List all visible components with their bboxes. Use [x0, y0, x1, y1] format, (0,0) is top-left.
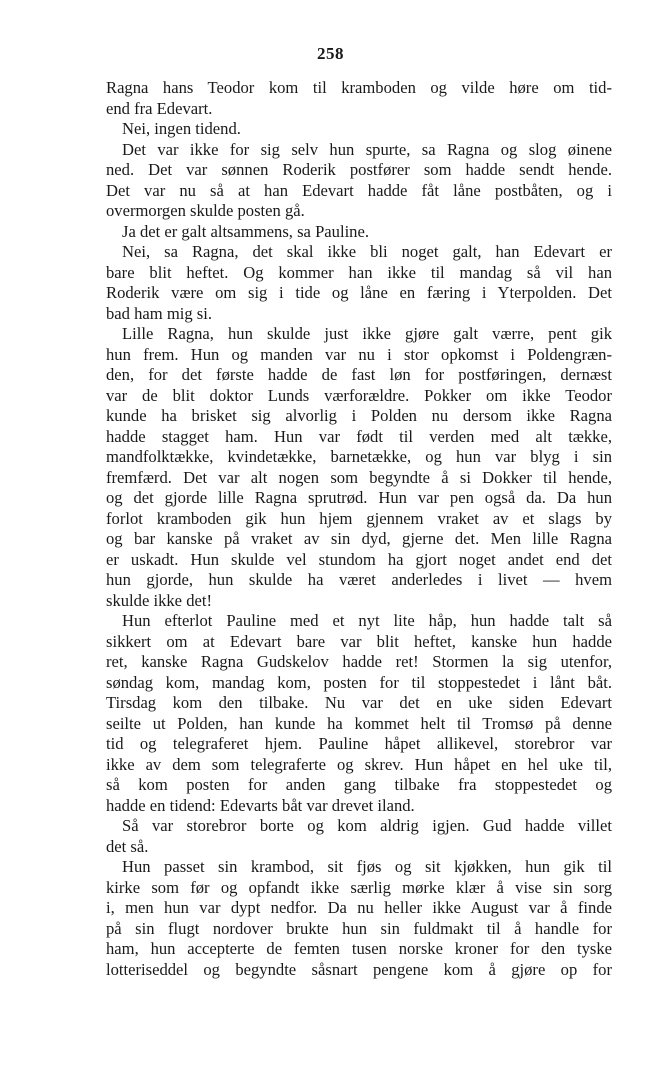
- text-line: den, for det første hadde de fast løn for postføringen, dernæst: [106, 365, 612, 384]
- text-line: hun gjorde, hun skulde ha været anderledes i livet — hvem: [106, 570, 612, 589]
- text-line: kunde ha brisket sig alvorlig i Polden nu dersom ikke Ragna: [106, 406, 612, 425]
- text-line: forlot kramboden gik hun hjem gjennem vraket av et slags by: [106, 508, 612, 528]
- text-line: det så.: [106, 836, 149, 856]
- text-line: og det gjorde lille Ragna sprutrød. Hun var pen også da. Da hun: [106, 488, 612, 507]
- text-line: Ragna hans Teodor kom til kramboden og vilde høre om tid-: [106, 78, 612, 97]
- text-line: kirke som før og opfandt ikke særlig mørke klær å vise sin sorg: [106, 877, 612, 897]
- paragraph: [106, 611, 612, 816]
- paragraph: [106, 119, 612, 140]
- page-number: 258: [317, 44, 344, 63]
- text-line: ned. Det var sønnen Roderik postfører som hadde sendt hende.: [106, 160, 612, 179]
- text-line: bare blit heftet. Og kommer han ikke til mandag så vil han: [106, 262, 612, 282]
- text-line: overmorgen skulde posten gå.: [106, 201, 305, 220]
- text-line: hadde stagget ham. Hun var født til verden med alt tække,: [106, 426, 612, 446]
- text-line: fremfærd. Det var alt nogen som begyndte å si Dokker til hende,: [106, 467, 612, 487]
- text-line: Det var nu så at han Edevart hadde fåt låne postbåten, og i: [106, 180, 612, 200]
- paragraph: [106, 242, 612, 324]
- text-line: ham, hun accepterte de femten tusen norske kroner for den tyske: [106, 939, 612, 958]
- paragraph: [106, 324, 612, 611]
- text-line: end fra Edevart.: [106, 98, 213, 118]
- text-line: ikke av dem som telegraferte og skrev. Hun håpet en hel uke til,: [106, 754, 612, 774]
- text-line: Så var storebror borte og kom aldrig igjen. Gud hadde villet: [122, 816, 612, 835]
- paragraph: [106, 222, 612, 243]
- text-line: bad ham mig si.: [106, 303, 213, 323]
- text-line: Tirsdag kom den tilbake. Nu var det en uke siden Edevart: [106, 693, 612, 712]
- body-text: [106, 78, 612, 980]
- text-line: Lille Ragna, hun skulde just ikke gjøre galt værre, pent gik: [122, 324, 612, 343]
- text-line: skulde ikke det!: [106, 590, 212, 610]
- text-line: Ja det er galt altsammens, sa Pauline.: [122, 221, 369, 241]
- paragraph: [106, 78, 612, 119]
- text-line: sikkert om at Edevart bare var blit heftet, kanske hun hadde: [106, 631, 612, 651]
- text-line: så kom posten for anden gang tilbake fra stoppestedet og: [106, 775, 612, 794]
- text-line: Nei, sa Ragna, det skal ikke bli noget galt, han Edevart er: [122, 242, 612, 261]
- text-line: hadde en tidend: Edevarts båt var drevet iland.: [106, 795, 415, 815]
- paragraph: [106, 140, 612, 222]
- text-line: og bar kanske på vraket av sin dyd, gjerne det. Men lille Ragna: [106, 529, 612, 548]
- text-line: Hun efterlot Pauline med et nyt lite håp, hun hadde talt så: [122, 611, 612, 630]
- text-line: tid og telegraferet hjem. Pauline håpet allikevel, storebror var: [106, 734, 612, 753]
- text-line: seilte ut Polden, han kunde ha kommet helt til Tromsø på denne: [106, 713, 612, 733]
- text-line: Roderik være om sig i tide og låne en færing i Yterpolden. Det: [106, 283, 612, 302]
- text-line: var de blit doktor Lunds værforældre. Pokker om ikke Teodor: [106, 385, 612, 405]
- text-line: søndag kom, mandag kom, posten for til stoppestedet i lånt båt.: [106, 672, 612, 692]
- text-line: Det var ikke for sig selv hun spurte, sa Ragna og slog øinene: [122, 139, 612, 159]
- paragraph: [106, 857, 612, 980]
- text-line: på sin flugt nordover brukte hun sin fuldmakt til å handle for: [106, 918, 612, 938]
- text-line: er uskadt. Hun skulde vel stundom ha gjort noget andet end det: [106, 549, 612, 569]
- text-line: lotteriseddel og begyndte såsnart pengene kom å gjøre op for: [106, 959, 612, 979]
- text-line: hun frem. Hun og manden var nu i stor opkomst i Poldengræn-: [106, 344, 612, 364]
- text-line: i, men hun var dypt nedfor. Da nu heller ikke August var å finde: [106, 898, 612, 917]
- text-line: Hun passet sin krambod, sit fjøs og sit kjøkken, hun gik til: [122, 857, 612, 876]
- paragraph: [106, 816, 612, 857]
- text-line: Nei, ingen tidend.: [122, 119, 241, 138]
- text-line: ret, kanske Ragna Gudskelov hadde ret! Stormen la sig utenfor,: [106, 652, 612, 671]
- text-line: mandfolktække, kvindetække, barnetække, og hun var blyg i sin: [106, 447, 612, 466]
